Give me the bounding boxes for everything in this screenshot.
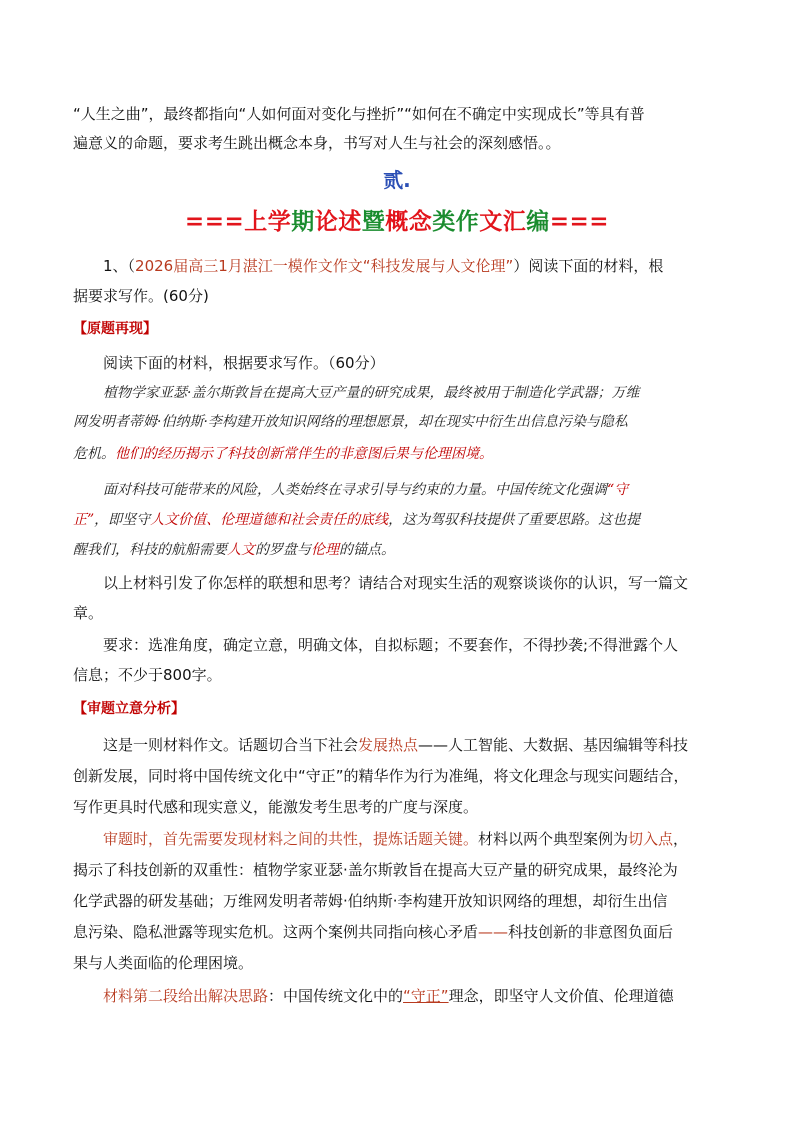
question-number: 1、（ (103, 257, 136, 275)
material-text: 醒我们，科技的航船需要 (73, 542, 227, 558)
material-highlight: 伦理 (311, 542, 339, 558)
analysis-highlight: “守正” (403, 987, 449, 1005)
question-text: ）阅读下面的材料，根 (513, 257, 664, 275)
analysis-p2-line-4 (73, 917, 723, 948)
material-text: ，这为驾驭科技提供了重要思路。这也提 (388, 512, 641, 528)
title-part: 文汇 (479, 209, 527, 235)
analysis-p2-line-5: 果与人类面临的伦理困境。 (73, 954, 254, 972)
requirement-line-2: 信息；不少于800字。 (73, 666, 222, 684)
tag-analysis: 【审题立意分析】 (73, 701, 185, 717)
analysis-p1-line-3: 写作更具时代感和现实意义，能激发考生思考的广度与深度。 (73, 798, 479, 816)
material-highlight: “守 (607, 482, 629, 498)
prompt-line-1: 以上材料引发了你怎样的联想和思考？请结合对现实生活的观察谈谈你的认识，写一篇文 (103, 574, 689, 592)
material-1-line-1: 植物学家亚瑟·盖尔斯敦旨在提高大豆产量的研究成果，最终被用于制造化学武器；万维 (103, 385, 640, 401)
prompt-line-2: 章。 (73, 604, 104, 622)
analysis-highlight: 材料第二段给出解决思路 (103, 987, 269, 1005)
analysis-text: 材料以两个典型案例为 (478, 830, 629, 848)
title-part: 论述 (314, 209, 362, 235)
analysis-text: 理念，即坚守人文价值、伦理道德 (448, 987, 674, 1005)
material-text: 的罗盘与 (255, 542, 311, 558)
analysis-text: 科技创新的非意图负面后 (508, 923, 674, 941)
analysis-p2-line-2: 揭示了科技创新的双重性：植物学家亚瑟·盖尔斯敦旨在提高大豆产量的研究成果，最终沦为 (73, 861, 678, 879)
material-text: 危机。 (73, 446, 115, 462)
material-1-line-3 (73, 440, 723, 469)
analysis-highlight: —— (478, 923, 509, 941)
material-2-line-2 (73, 506, 723, 535)
material-2-line-3 (73, 536, 723, 565)
analysis-highlight: 发展热点 (358, 736, 419, 754)
section-title (0, 203, 794, 236)
title-part: 类作 (432, 209, 480, 235)
title-part: 概念 (385, 209, 433, 235)
analysis-text: 这是一则材料作文。话题切合当下社会 (103, 736, 359, 754)
intro-line-1: “人生之曲”，最终都指向“人如何面对变化与挫折”“如何在不确定中实现成长”等具有普 (73, 105, 645, 123)
section-number: 贰. (383, 168, 411, 192)
analysis-p2-line-3: 化学武器的研发基础；万维网发明者蒂姆·伯纳斯·李构建开放知识网络的理想，却衍生出信 (73, 892, 668, 910)
analysis-p3-line-1 (73, 981, 723, 1012)
analysis-text: ：中国传统文化中的 (268, 987, 404, 1005)
analysis-text: 息污染、隐私泄露等现实危机。这两个案例共同指向核心矛盾 (73, 923, 479, 941)
intro-line-2: 遍意义的命题，要求考生跳出概念本身，书写对人生与社会的深刻感悟。。 (73, 134, 561, 152)
analysis-p2-line-1 (73, 824, 723, 855)
title-part: 上学 (244, 209, 292, 235)
question-line-1 (73, 251, 723, 282)
material-text: ，即坚守 (94, 512, 151, 528)
material-highlight: 人文 (227, 542, 255, 558)
material-highlight: 人文价值、伦理道德和社会责任的底线 (150, 512, 389, 528)
analysis-p1-line-1 (73, 730, 723, 761)
title-part: === (549, 209, 610, 235)
analysis-highlight: 审题时，首先需要发现材料之间的共性，提炼话题关键。 (103, 830, 479, 848)
question-line-2: 据要求写作。(60分) (73, 287, 209, 305)
analysis-highlight: 切入点 (628, 830, 674, 848)
analysis-text: ， (673, 830, 689, 848)
material-2-line-1 (73, 476, 723, 505)
material-highlight: 他们的经历揭示了科技创新常伴生的非意图后果与伦理困境。 (115, 446, 493, 462)
material-text: 的锚点。 (339, 542, 395, 558)
title-part: 期 (291, 209, 315, 235)
requirement-line-1: 要求：选准角度，确定立意，明确文体，自拟标题；不要套作，不得抄袭;不得泄露个人 (103, 636, 679, 654)
material-highlight: 正” (73, 512, 95, 528)
original-instruction: 阅读下面的材料，根据要求写作。（60分） (103, 354, 385, 372)
title-part: === (184, 209, 245, 235)
analysis-text: ——人工智能、大数据、基因编辑等科技 (418, 736, 689, 754)
material-1-line-2: 网发明者蒂姆·伯纳斯·李构建开放知识网络的理想愿景，却在现实中衍生出信息污染与隐私 (73, 414, 628, 430)
question-source: 2026届高三1月湛江一模作文作文“科技发展与人文伦理” (135, 257, 514, 275)
title-part: 编 (526, 209, 550, 235)
analysis-p1-line-2: 创新发展，同时将中国传统文化中“守正”的精华作为行为准绳，将文化理念与现实问题结合， (73, 767, 689, 785)
tag-original: 【原题再现】 (73, 321, 157, 337)
material-text: 面对科技可能带来的风险，人类始终在寻求引导与约束的力量。中国传统文化强调 (103, 482, 607, 498)
title-part: 暨 (361, 209, 386, 235)
